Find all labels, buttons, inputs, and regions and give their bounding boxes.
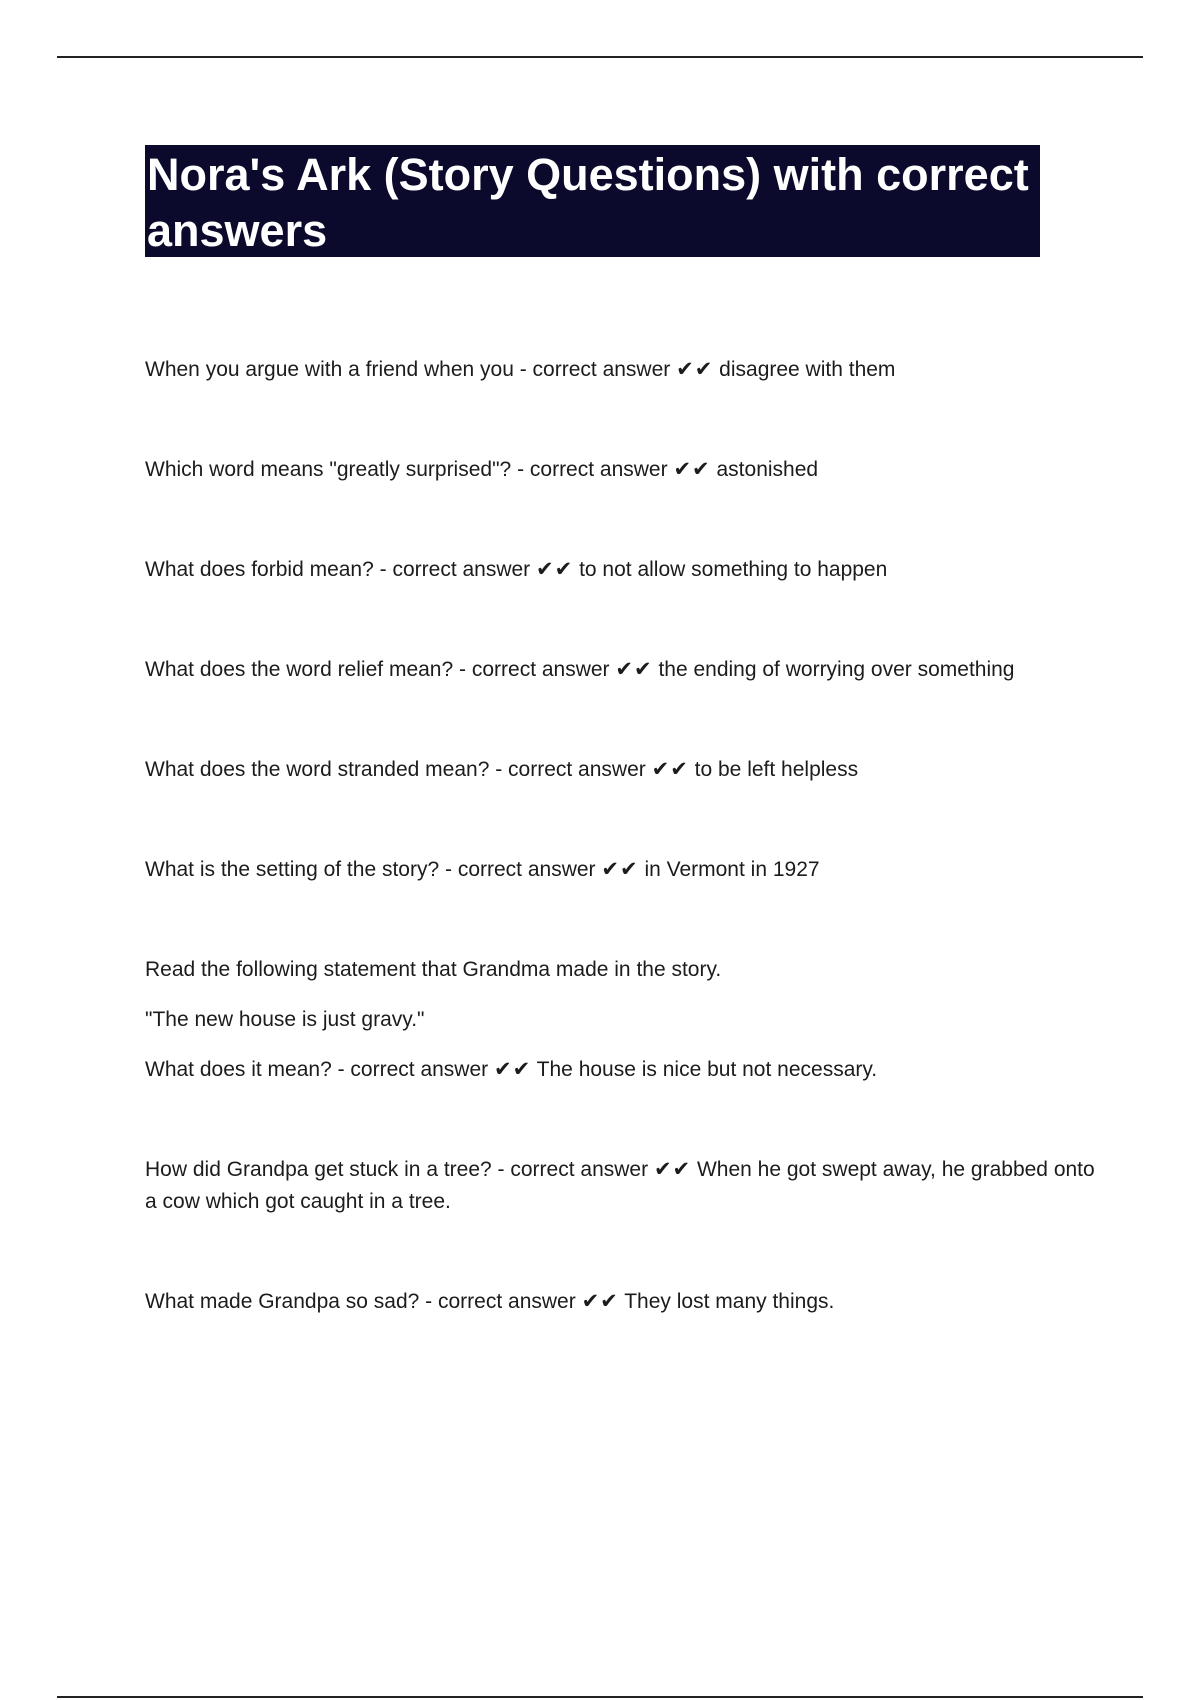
answer-text: to not allow something to happen — [579, 558, 888, 581]
answer-separator: - correct answer — [517, 458, 668, 481]
question-text: What made Grandpa so sad? — [145, 1290, 420, 1313]
qa-line — [145, 354, 1095, 386]
document-title: Nora's Ark (Story Questions) with correct answers — [147, 149, 1029, 256]
qa-item — [145, 1154, 1095, 1218]
question-text: Which word means "greatly surprised"? — [145, 458, 512, 481]
top-rule — [57, 56, 1143, 58]
question-text: What does the word relief mean? — [145, 658, 454, 681]
answer-separator: - correct answer — [519, 358, 671, 381]
qa-list — [145, 354, 1095, 1386]
question-text: How did Grandpa get stuck in a tree? — [145, 1158, 492, 1181]
check-mark-icon: ✔✔ — [581, 1290, 619, 1313]
title-banner — [145, 145, 1040, 257]
answer-separator: - correct answer — [497, 1158, 649, 1181]
check-mark-icon: ✔✔ — [615, 658, 653, 681]
qa-item — [145, 354, 1095, 386]
question-text: When you argue with a friend when you — [145, 358, 514, 381]
answer-separator: - correct answer — [459, 658, 610, 681]
answer-separator: - correct answer — [445, 858, 596, 881]
answer-text: the ending of worrying over something — [658, 658, 1015, 681]
answer-separator: - correct answer — [379, 558, 531, 581]
answer-text: When he got swept away, he grabbed onto a cow which got caught in a tree. — [145, 1158, 1095, 1213]
answer-text: The house is nice but not necessary. — [536, 1058, 878, 1081]
qa-line — [145, 854, 1095, 886]
qa-line — [145, 754, 1095, 786]
qa-line — [145, 454, 1095, 486]
check-mark-icon: ✔✔ — [494, 1058, 532, 1081]
qa-item — [145, 954, 1095, 1086]
qa-line — [145, 1286, 1095, 1318]
check-mark-icon: ✔✔ — [601, 858, 639, 881]
answer-text: They lost many things. — [624, 1290, 835, 1313]
qa-item — [145, 654, 1095, 686]
answer-separator: - correct answer — [425, 1290, 576, 1313]
answer-text: disagree with them — [719, 358, 896, 381]
check-mark-icon: ✔✔ — [536, 558, 574, 581]
check-mark-icon: ✔✔ — [676, 358, 714, 381]
answer-separator: - correct answer — [337, 1058, 489, 1081]
qa-line — [145, 654, 1095, 686]
qa-intro-line: Read the following statement that Grandma made in the story. — [145, 958, 722, 981]
question-text: What is the setting of the story? — [145, 858, 440, 881]
answer-text: astonished — [716, 458, 819, 481]
qa-intro-line: "The new house is just gravy." — [145, 1008, 425, 1031]
question-text: What does the word stranded mean? — [145, 758, 490, 781]
qa-line — [145, 1054, 1095, 1086]
question-text: What does forbid mean? — [145, 558, 374, 581]
qa-item — [145, 854, 1095, 886]
check-mark-icon: ✔✔ — [651, 758, 689, 781]
qa-line — [145, 554, 1095, 586]
check-mark-icon: ✔✔ — [653, 1158, 692, 1181]
bottom-rule — [57, 1696, 1143, 1698]
answer-text: in Vermont in 1927 — [644, 858, 820, 881]
qa-item — [145, 454, 1095, 486]
check-mark-icon: ✔✔ — [673, 458, 711, 481]
qa-line — [145, 1154, 1095, 1218]
qa-item — [145, 554, 1095, 586]
answer-text: to be left helpless — [694, 758, 859, 781]
answer-separator: - correct answer — [495, 758, 646, 781]
qa-item — [145, 754, 1095, 786]
question-text: What does it mean? — [145, 1058, 332, 1081]
qa-item — [145, 1286, 1095, 1318]
